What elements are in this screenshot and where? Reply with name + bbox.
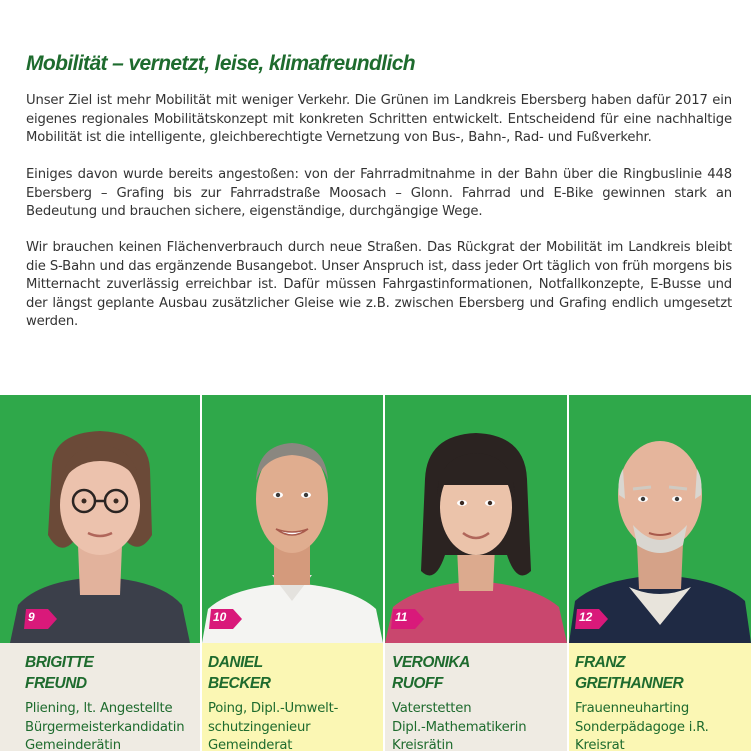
candidate-name xyxy=(208,652,270,694)
candidate-info xyxy=(569,643,751,751)
candidate-last-name: GREITHANNER xyxy=(575,675,684,692)
candidate-details xyxy=(392,700,526,751)
candidate-first-name: BRIGITTE xyxy=(25,654,94,671)
candidate-photo xyxy=(385,395,567,643)
candidate-name xyxy=(392,652,470,694)
detail-line: Kreisrätin xyxy=(392,738,454,751)
paragraph-intro: Unser Ziel ist mehr Mobilität mit weniger Verkehr. Die Grünen im Landkreis Ebersberg haben dafür 2017 ein eigenes regionales Mobilitätskonzept mit konkreten Schritten entwickelt. Entscheidend für eine nachhaltige Mobilität ist die intelligente, gleichberechtigte Vernetzung von Bus-, Bahn-, Rad- und Fußverkehr. xyxy=(26,93,732,145)
detail-line: Frauenneuharting xyxy=(575,701,690,716)
detail-line: Pliening, lt. Angestellte xyxy=(25,701,173,716)
candidate-card-9 xyxy=(0,395,200,751)
detail-line: Bürgermeisterkandidatin xyxy=(25,719,185,735)
candidate-photo xyxy=(0,395,200,643)
section-heading: Mobilität – vernetzt, leise, klimafreundlich xyxy=(26,52,416,75)
candidate-info xyxy=(202,643,383,751)
candidate-number: 11 xyxy=(395,610,408,624)
candidate-number: 10 xyxy=(213,610,227,624)
number-badge xyxy=(391,608,425,635)
candidate-first-name: FRANZ xyxy=(575,654,626,671)
candidate-first-name: VERONIKA xyxy=(392,654,470,671)
detail-line: Gemeinderätin xyxy=(25,738,121,751)
number-badge xyxy=(24,608,58,635)
candidate-info xyxy=(385,643,567,751)
candidate-card-10 xyxy=(202,395,383,751)
candidate-last-name: BECKER xyxy=(208,675,271,692)
number-badge xyxy=(209,608,243,635)
paragraph-demands: Wir brauchen keinen Flächenverbrauch durch neue Straßen. Das Rückgrat der Mobilität im Landkreis bleibt die S-Bahn und das ergänzende Busangebot. Unser Anspruch ist, dass jeder Ort täglich von früh morgens bis Mitternacht zuverlässig erreichbar ist. Dafür müssen Fahrgastinformationen, Notfallkonzepte, E-Busse und der längst geplante Ausbau zusätzlicher Gleise wie z.B. zwischen Ebersberg und Grafing endlich umgesetzt werden. xyxy=(26,240,732,329)
candidate-details xyxy=(25,700,184,751)
candidate-details xyxy=(208,700,338,751)
candidate-card-11 xyxy=(385,395,567,751)
candidate-number: 12 xyxy=(579,610,593,624)
paragraph-progress: Einiges davon wurde bereits angestoßen: von der Fahrradmitnahme in der Bahn über die Ringbuslinie 448 Ebersberg – Grafing bis zur Fahrradstraße Moosach – Glonn. Fahrrad und E-Bike gewinnen stark an Bedeutung und brauchen sichere, eigenständige, durchgängige Wege. xyxy=(26,167,732,219)
candidate-card-12 xyxy=(569,395,751,751)
candidate-last-name: RUOFF xyxy=(392,675,443,692)
candidate-info xyxy=(0,643,200,751)
detail-line: Gemeinderat xyxy=(208,738,293,751)
detail-line: Sonderpädagoge i.R. xyxy=(575,719,709,735)
candidate-last-name: FREUND xyxy=(25,675,87,692)
detail-line: Dipl.-Mathematikerin xyxy=(392,719,527,735)
number-badge xyxy=(575,608,609,635)
detail-line: Kreisrat xyxy=(575,738,625,751)
candidate-cards xyxy=(0,395,751,751)
candidate-photo xyxy=(202,395,383,643)
candidate-name xyxy=(25,652,93,694)
detail-line: Vaterstetten xyxy=(392,701,472,716)
detail-line: schutzingenieur xyxy=(208,719,311,735)
candidate-first-name: DANIEL xyxy=(208,654,263,671)
detail-line: Poing, Dipl.-Umwelt- xyxy=(208,701,339,716)
candidate-name xyxy=(575,652,683,694)
candidate-details xyxy=(575,700,709,751)
candidate-photo xyxy=(569,395,751,643)
candidate-number: 9 xyxy=(28,610,35,624)
